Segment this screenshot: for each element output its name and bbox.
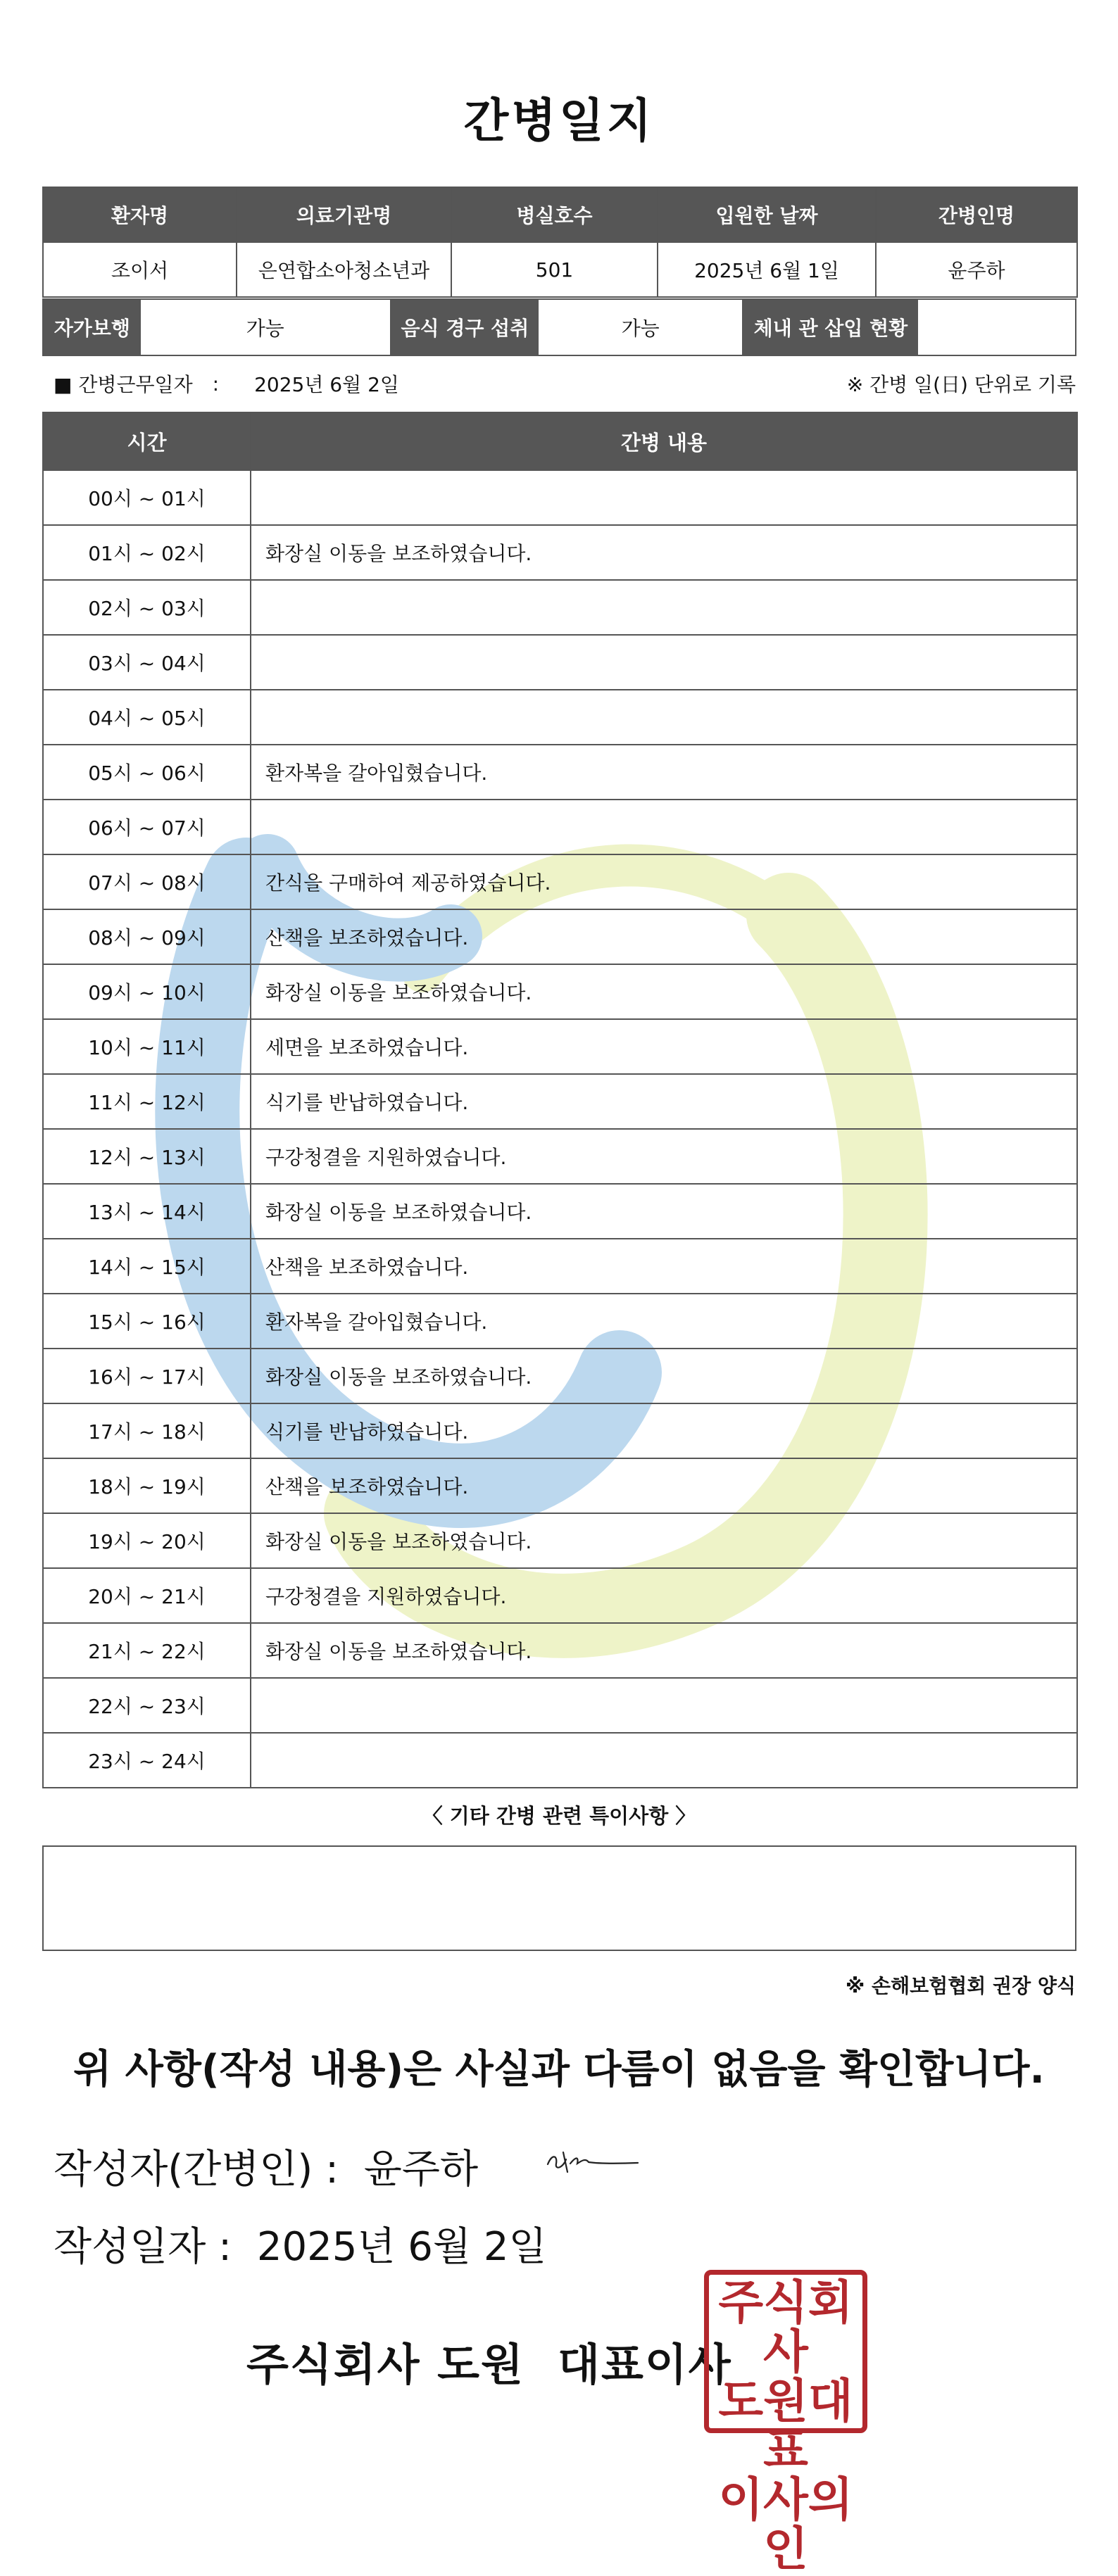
log-time: 19시 ~ 20시 bbox=[43, 1513, 251, 1568]
form-source-note: ※ 손해보험협회 권장 양식 bbox=[846, 1974, 1076, 1997]
header-patient-name: 환자명 bbox=[43, 187, 237, 242]
care-log-row bbox=[43, 1678, 1077, 1733]
log-content: 환자복을 갈아입혔습니다. bbox=[251, 1294, 1077, 1349]
log-time: 13시 ~ 14시 bbox=[43, 1184, 251, 1239]
log-content: 환자복을 갈아입혔습니다. bbox=[251, 745, 1077, 800]
log-time: 18시 ~ 19시 bbox=[43, 1458, 251, 1513]
company-seal bbox=[704, 2270, 867, 2576]
log-content: 산책을 보조하였습니다. bbox=[251, 909, 1077, 964]
log-content: 화장실 이동을 보조하였습니다. bbox=[251, 1184, 1077, 1239]
care-log-row bbox=[43, 800, 1077, 854]
self-walk-value: 가능 bbox=[141, 300, 391, 355]
log-time: 00시 ~ 01시 bbox=[43, 470, 251, 525]
care-log-row bbox=[43, 580, 1077, 635]
log-content: 화장실 이동을 보조하였습니다. bbox=[251, 964, 1077, 1019]
log-content: 산책을 보조하였습니다. bbox=[251, 1239, 1077, 1294]
log-time: 10시 ~ 11시 bbox=[43, 1019, 251, 1074]
author-line bbox=[54, 2138, 478, 2195]
work-date-colon: : bbox=[212, 372, 220, 396]
care-log-row bbox=[43, 1239, 1077, 1294]
care-log-row bbox=[43, 745, 1077, 800]
handwritten-signature bbox=[542, 2140, 641, 2182]
care-log-row bbox=[43, 1623, 1077, 1678]
log-time: 14시 ~ 15시 bbox=[43, 1239, 251, 1294]
patient-status-row bbox=[42, 298, 1076, 356]
work-date-label: ■ 간병근무일자 bbox=[54, 373, 193, 396]
seal-line-3: 이사의인 bbox=[718, 2472, 853, 2576]
care-log-row bbox=[43, 1513, 1077, 1568]
log-content: 화장실 이동을 보조하였습니다. bbox=[251, 525, 1077, 580]
notes-heading: 〈 기타 간병 관련 특이사항 〉 bbox=[422, 1804, 696, 1828]
log-time: 17시 ~ 18시 bbox=[43, 1403, 251, 1458]
written-date-line bbox=[54, 2216, 547, 2272]
care-log-row bbox=[43, 470, 1077, 525]
company-signature: 주식회사 도원 대표이사 bbox=[246, 2339, 732, 2390]
header-content: 간병 내용 bbox=[251, 412, 1077, 470]
log-content bbox=[251, 635, 1077, 690]
log-time: 09시 ~ 10시 bbox=[43, 964, 251, 1019]
oral-intake-label: 음식 경구 섭취 bbox=[391, 300, 539, 355]
log-content: 산책을 보조하였습니다. bbox=[251, 1458, 1077, 1513]
log-content bbox=[251, 1733, 1077, 1788]
header-hospital: 의료기관명 bbox=[237, 187, 451, 242]
log-content: 세면을 보조하였습니다. bbox=[251, 1019, 1077, 1074]
author-name: 윤주하 bbox=[363, 2147, 479, 2192]
room-number: 501 bbox=[451, 242, 658, 297]
care-log-row bbox=[43, 964, 1077, 1019]
admission-date: 2025년 6월 1일 bbox=[658, 242, 876, 297]
log-time: 03시 ~ 04시 bbox=[43, 635, 251, 690]
log-time: 21시 ~ 22시 bbox=[43, 1623, 251, 1678]
care-log-row bbox=[43, 635, 1077, 690]
written-date-value: 2025년 6월 2일 bbox=[256, 2224, 547, 2270]
log-time: 02시 ~ 03시 bbox=[43, 580, 251, 635]
care-log-table bbox=[42, 412, 1078, 1788]
care-log-row bbox=[43, 1074, 1077, 1129]
header-admission-date: 입원한 날짜 bbox=[658, 187, 876, 242]
work-date-value: 2025년 6월 2일 bbox=[254, 373, 399, 396]
patient-name: 조이서 bbox=[43, 242, 237, 297]
log-content: 화장실 이동을 보조하였습니다. bbox=[251, 1349, 1077, 1403]
notes-box bbox=[42, 1845, 1076, 1951]
care-log-row bbox=[43, 1733, 1077, 1788]
care-log-row bbox=[43, 525, 1077, 580]
tube-value bbox=[918, 300, 1075, 355]
written-date-label: 작성일자 : bbox=[54, 2224, 232, 2270]
confirmation-statement: 위 사항(작성 내용)은 사실과 다름이 없음을 확인합니다. bbox=[73, 2047, 1045, 2092]
header-time: 시간 bbox=[43, 412, 251, 470]
log-time: 08시 ~ 09시 bbox=[43, 909, 251, 964]
log-content: 구강청결을 지원하였습니다. bbox=[251, 1568, 1077, 1623]
seal-line-1: 주식회사 bbox=[718, 2275, 853, 2379]
care-log-row bbox=[43, 1349, 1077, 1403]
care-log-row bbox=[43, 1184, 1077, 1239]
caregiver-name: 윤주하 bbox=[876, 242, 1077, 297]
oral-intake-value: 가능 bbox=[539, 300, 743, 355]
patient-info-table bbox=[42, 187, 1078, 298]
log-content bbox=[251, 690, 1077, 745]
log-content bbox=[251, 800, 1077, 854]
log-content: 화장실 이동을 보조하였습니다. bbox=[251, 1513, 1077, 1568]
tube-label: 체내 관 삽입 현황 bbox=[743, 300, 917, 355]
log-time: 20시 ~ 21시 bbox=[43, 1568, 251, 1623]
log-time: 04시 ~ 05시 bbox=[43, 690, 251, 745]
work-date-line bbox=[54, 366, 399, 401]
self-walk-label: 자가보행 bbox=[44, 300, 141, 355]
work-date-note: ※ 간병 일(日) 단위로 기록 bbox=[846, 373, 1076, 396]
care-log-row bbox=[43, 1129, 1077, 1184]
log-time: 12시 ~ 13시 bbox=[43, 1129, 251, 1184]
log-content bbox=[251, 470, 1077, 525]
log-time: 16시 ~ 17시 bbox=[43, 1349, 251, 1403]
care-log-row bbox=[43, 1403, 1077, 1458]
seal-line-2: 도원대표 bbox=[718, 2373, 853, 2477]
log-time: 06시 ~ 07시 bbox=[43, 800, 251, 854]
header-caregiver: 간병인명 bbox=[876, 187, 1077, 242]
log-content: 구강청결을 지원하였습니다. bbox=[251, 1129, 1077, 1184]
page-title: 간병일지 bbox=[463, 94, 655, 148]
log-time: 07시 ~ 08시 bbox=[43, 854, 251, 909]
log-time: 15시 ~ 16시 bbox=[43, 1294, 251, 1349]
log-time: 01시 ~ 02시 bbox=[43, 525, 251, 580]
log-time: 22시 ~ 23시 bbox=[43, 1678, 251, 1733]
care-log-row bbox=[43, 909, 1077, 964]
log-content bbox=[251, 580, 1077, 635]
log-content: 간식을 구매하여 제공하였습니다. bbox=[251, 854, 1077, 909]
care-log-row bbox=[43, 690, 1077, 745]
log-content: 식기를 반납하였습니다. bbox=[251, 1403, 1077, 1458]
log-time: 23시 ~ 24시 bbox=[43, 1733, 251, 1788]
care-log-body bbox=[43, 470, 1077, 1788]
care-log-row bbox=[43, 1458, 1077, 1513]
hospital-name: 은연합소아청소년과 bbox=[237, 242, 451, 297]
care-log-row bbox=[43, 854, 1077, 909]
care-log-row bbox=[43, 1568, 1077, 1623]
log-content: 식기를 반납하였습니다. bbox=[251, 1074, 1077, 1129]
log-time: 11시 ~ 12시 bbox=[43, 1074, 251, 1129]
log-time: 05시 ~ 06시 bbox=[43, 745, 251, 800]
log-content bbox=[251, 1678, 1077, 1733]
author-label: 작성자(간병인) : bbox=[54, 2147, 339, 2192]
header-room: 병실호수 bbox=[451, 187, 658, 242]
care-log-row bbox=[43, 1019, 1077, 1074]
log-content: 화장실 이동을 보조하였습니다. bbox=[251, 1623, 1077, 1678]
care-log-row bbox=[43, 1294, 1077, 1349]
